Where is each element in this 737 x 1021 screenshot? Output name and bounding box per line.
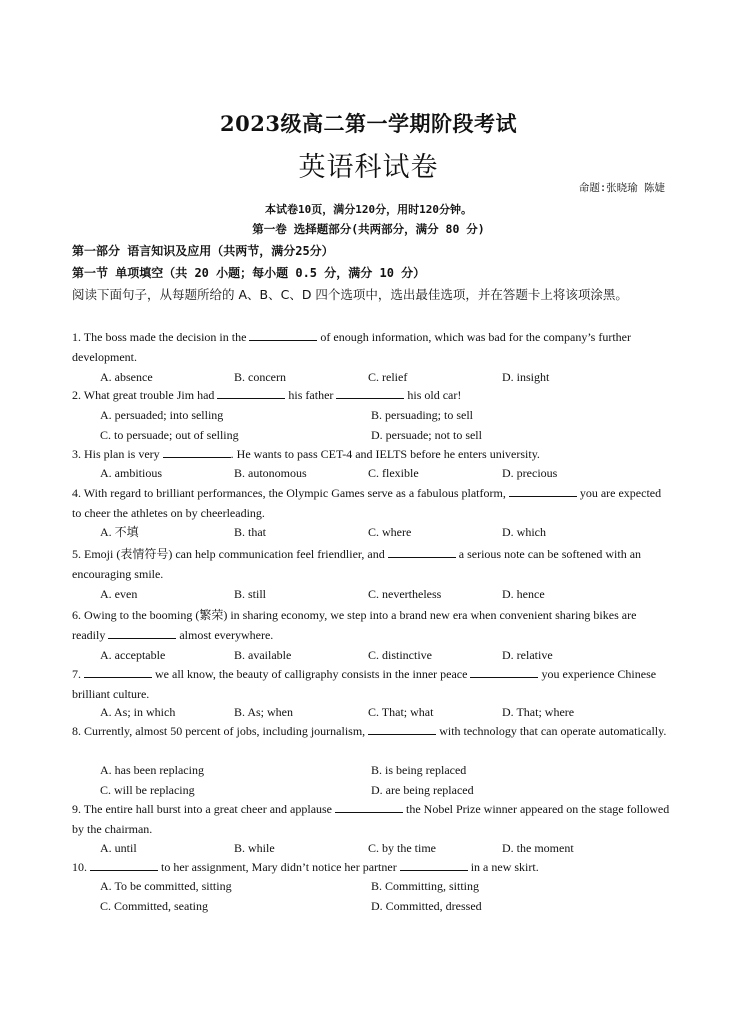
question-text: his old car! [404, 388, 462, 402]
answer-blank [217, 386, 285, 399]
question-9 [72, 800, 672, 839]
question-text: 3. His plan is very [72, 447, 163, 461]
question-text: 6. Owing to the booming (繁荣) in sharing economy, we step into a brand new era when convenient sharing bikes are readily [72, 608, 637, 642]
question-8 [72, 722, 672, 742]
option-c: C. by the time [368, 841, 436, 855]
option-d: D. precious [502, 466, 558, 480]
option-row [100, 523, 680, 543]
option-b: B. Committing, sitting [371, 879, 480, 893]
option-b: B. As; when [234, 705, 294, 719]
question-text: 4. With regard to brilliant performances, the Olympic Games serve as a fabulous platform, [72, 486, 509, 500]
section1-heading: 第一节 单项填空（共 20 小题；每小题 0.5 分，满分 10 分） [72, 266, 426, 280]
option-row [100, 877, 680, 897]
option-a: A. To be committed, sitting [100, 879, 232, 893]
exam-title: 2023级高二第一学期阶段考试 [220, 111, 517, 136]
option-d: D. are being replaced [371, 782, 474, 797]
exam-intro: 本试卷10页，满分120分，用时120分钟。 [265, 203, 472, 216]
question-text: we all know, the beauty of calligraphy consists in the inner peace [152, 667, 471, 681]
question-text: 7. [72, 667, 84, 681]
question-text: his father [285, 388, 337, 402]
question-text: 9. The entire hall burst into a great cheer and applause [72, 802, 336, 816]
options-9 [100, 839, 680, 859]
options-6 [100, 646, 680, 666]
option-c: C. flexible [368, 466, 419, 480]
option-d: D. Committed, dressed [371, 898, 482, 913]
question-3 [72, 445, 672, 465]
option-a: A. absence [100, 370, 153, 384]
question-5 [72, 545, 672, 584]
option-c: C. Committed, seating [100, 898, 208, 913]
option-row [100, 585, 680, 605]
option-a: A. acceptable [100, 648, 166, 662]
question-text: almost everywhere. [176, 627, 274, 642]
option-b: B. that [234, 525, 266, 539]
option-d: D. That; where [502, 705, 575, 719]
option-b: B. persuading; to sell [371, 408, 473, 422]
option-b: B. while [234, 841, 275, 855]
question-text: 1. The boss made the decision in the [72, 330, 250, 344]
answer-blank [108, 626, 176, 639]
question-text: of enough information, which was bad for the company’s further development. [72, 330, 632, 364]
option-row [100, 368, 680, 388]
option-a: A. has been replacing [100, 763, 204, 777]
options-8 [100, 761, 680, 800]
option-row [100, 464, 680, 484]
option-a: A. As; in which [100, 705, 176, 719]
option-a: A. 不填 [100, 525, 139, 539]
option-d: D. which [502, 525, 546, 539]
option-b: B. available [234, 648, 292, 662]
option-a: A. until [100, 841, 137, 855]
question-text: you experience Chinese brilliant culture. [72, 667, 657, 701]
question-1 [72, 328, 672, 367]
question-text: 5. Emoji (表情符号) can help communication feel friendlier, and [72, 547, 388, 561]
answer-blank [470, 665, 538, 678]
option-d: D. hence [502, 587, 545, 601]
question-text: 2. What great trouble Jim had [72, 388, 218, 402]
option-c: C. where [368, 525, 412, 539]
answer-blank [336, 386, 404, 399]
answer-blank [90, 858, 158, 871]
option-b: B. concern [234, 370, 286, 384]
option-row [100, 426, 680, 446]
option-c: C. to persuade; out of selling [100, 427, 239, 442]
options-7 [100, 703, 680, 723]
options-4 [100, 523, 680, 543]
answer-blank [400, 858, 468, 871]
option-d: D. insight [502, 370, 550, 384]
question-7 [72, 665, 672, 704]
question-text: to her assignment, Mary didn’t notice her partner [158, 860, 400, 874]
option-a: A. even [100, 587, 138, 601]
option-d: D. relative [502, 648, 553, 662]
option-c: C. will be replacing [100, 782, 195, 797]
option-row [100, 761, 680, 781]
answer-blank [368, 722, 436, 735]
option-c: C. distinctive [368, 648, 432, 662]
subject-title: 英语科试卷 [298, 152, 439, 183]
question-text: the Nobel Prize winner appeared on the stage followed by the chairman. [72, 802, 670, 836]
option-row [100, 897, 680, 917]
option-d: D. the moment [502, 841, 574, 855]
question-4 [72, 484, 672, 523]
answer-blank [388, 545, 456, 558]
question-text: in a new skirt. [467, 860, 539, 874]
question-text: you are expected to cheer the athletes on by cheerleading. [72, 486, 662, 520]
answer-blank [509, 484, 577, 497]
options-2 [100, 406, 680, 445]
option-b: B. autonomous [234, 466, 307, 480]
option-row [100, 703, 680, 723]
answer-blank [163, 445, 231, 458]
option-a: A. ambitious [100, 466, 162, 480]
question-text: 10. [72, 860, 90, 874]
option-b: B. is being replaced [371, 763, 467, 777]
answer-blank [335, 800, 403, 813]
option-c: C. relief [368, 370, 408, 384]
question-text: . He wants to pass CET-4 and IELTS before he enters university. [230, 447, 540, 461]
answer-blank [249, 328, 317, 341]
option-c: C. nevertheless [368, 587, 442, 601]
question-text: 8. Currently, almost 50 percent of jobs, including journalism, [72, 724, 369, 738]
option-a: A. persuaded; into selling [100, 408, 224, 422]
options-10 [100, 877, 680, 916]
option-d: D. persuade; not to sell [371, 427, 482, 442]
option-b: B. still [234, 587, 267, 601]
question-10 [72, 858, 672, 878]
volume-heading: 第一卷 选择题部分(共两部分，满分 80 分) [252, 222, 485, 236]
section1-instruction: 阅读下面句子，从每题所给的 A、B、C、D 四个选项中，选出最佳选项，并在答题卡上将该项涂黑。 [72, 287, 628, 302]
option-row [100, 839, 680, 859]
option-c: C. That; what [368, 705, 434, 719]
option-row [100, 781, 680, 801]
options-5 [100, 585, 680, 605]
part1-heading: 第一部分 语言知识及应用（共两节，满分25分） [72, 244, 334, 258]
options-3 [100, 464, 680, 484]
question-text: a serious note can be softened with an encouraging smile. [72, 547, 642, 581]
option-row [100, 406, 680, 426]
author-line: 命题:张晓瑜 陈婕 [578, 182, 665, 194]
answer-blank [84, 665, 152, 678]
options-1 [100, 368, 680, 388]
question-6 [72, 606, 672, 645]
option-row [100, 646, 680, 666]
question-text: with technology that can operate automatically. [436, 724, 667, 738]
question-2 [72, 386, 672, 406]
